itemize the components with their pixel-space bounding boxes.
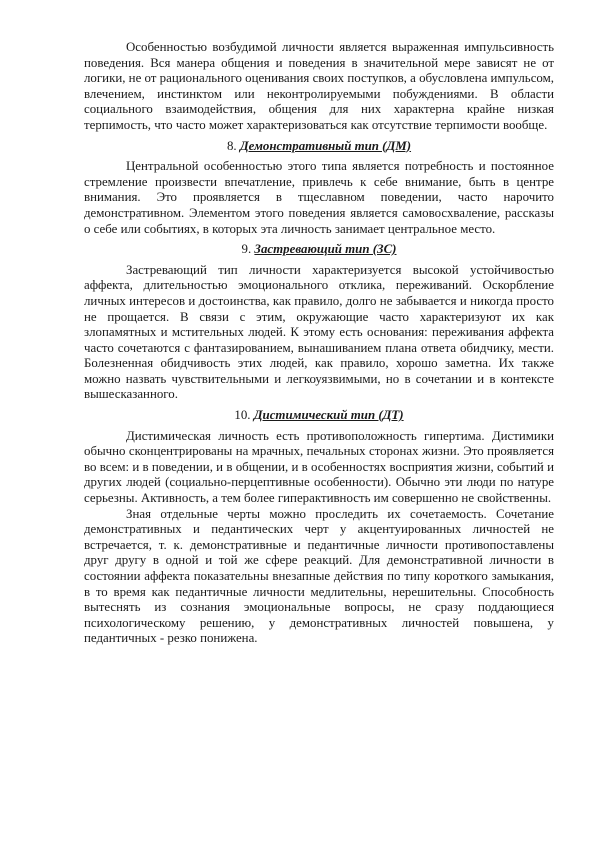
paragraph-dysthymic-type: Дистимическая личность есть противоположность гипертима. Дистимики обычно сконцентрированы на мрачных, печальных сторонах жизни. Это проявляется во всем: и в поведении, и в общении, и в особенностях восприятия жизни, событий и других людей (социально-перцептивные особенности). Обычно эти люди по натуре серьезны. Активность, а тем более гиперактивность им совершенно не свойственны. [84,428,554,506]
heading-number: 9. [241,242,255,257]
heading-number: 8. [226,138,240,153]
paragraph-trait-combinations: Зная отдельные черты можно проследить их сочетаемость. Сочетание демонстративных и педантических черт у акцентуированных личностей не встречается, т. к. демонстративные и педантичные личности противопоставлены друг другу в одной и той же сфере реакций. Для демонстративной личности в состоянии аффекта показательны внезапные действия по типу короткого замыкания, в то время как педантичные личности медлительны, нерешительны. Способность вытеснять из сознания эмоциональные вопросы, не сразу поддающиеся психологическому решению, у демонстративных личностей повышена, у педантичных - резко понижена. [84,506,554,646]
paragraph-excitable-type: Особенностью возбудимой личности является выраженная импульсивность поведения. Вся манера общения и поведения в значительной мере зависят не от логики, не от рационального оценивания своих поступков, а обусловлена импульсом, влечением, инстинктом или неконтролируемыми побуждениями. В области социального взаимодействия, общения для них характерна крайне низкая терпимость, что часто может характеризоваться как отсутствие терпимости вообще. [84,40,554,132]
heading-dysthymic-type [84,408,554,424]
heading-demonstrative-type [84,139,554,155]
heading-title: Дистимический тип (ДТ) [253,408,404,423]
paragraph-stuck-type: Застревающий тип личности характеризуется высокой устойчивостью аффекта, длительностью эмоционального отклика, переживаний. Оскорбление личных интересов и достоинства, как правило, долго не забывается и никогда просто не прощается. В связи с этим, окружающие часто характеризуют их как злопамятных и мстительных людей. К этому есть основания: переживания аффекта часто сочетаются с фантазированием, вынашиванием плана ответа обидчику, мести. Болезненная обидчивость этих людей, как правило, хорошо заметна. Их также можно назвать чувствительными и легкоуязвимыми, но в сочетании и в контексте вышесказанного. [84,262,554,402]
heading-stuck-type [84,242,554,258]
document-page [84,40,554,647]
heading-number: 10. [234,408,254,423]
heading-title: Застревающий тип (ЗС) [254,242,397,257]
heading-title: Демонстративный тип (ДМ) [239,138,412,153]
paragraph-demonstrative-type: Центральной особенностью этого типа является потребность и постоянное стремление произвести впечатление, привлечь к себе внимание, быть в центре внимания. Это проявляется в тщеславном поведении, часто нарочито демонстративном. Элементом этого поведения является самовосхваление, рассказы о себе или событиях, в которых эта личность занимает центральное место. [84,159,554,236]
